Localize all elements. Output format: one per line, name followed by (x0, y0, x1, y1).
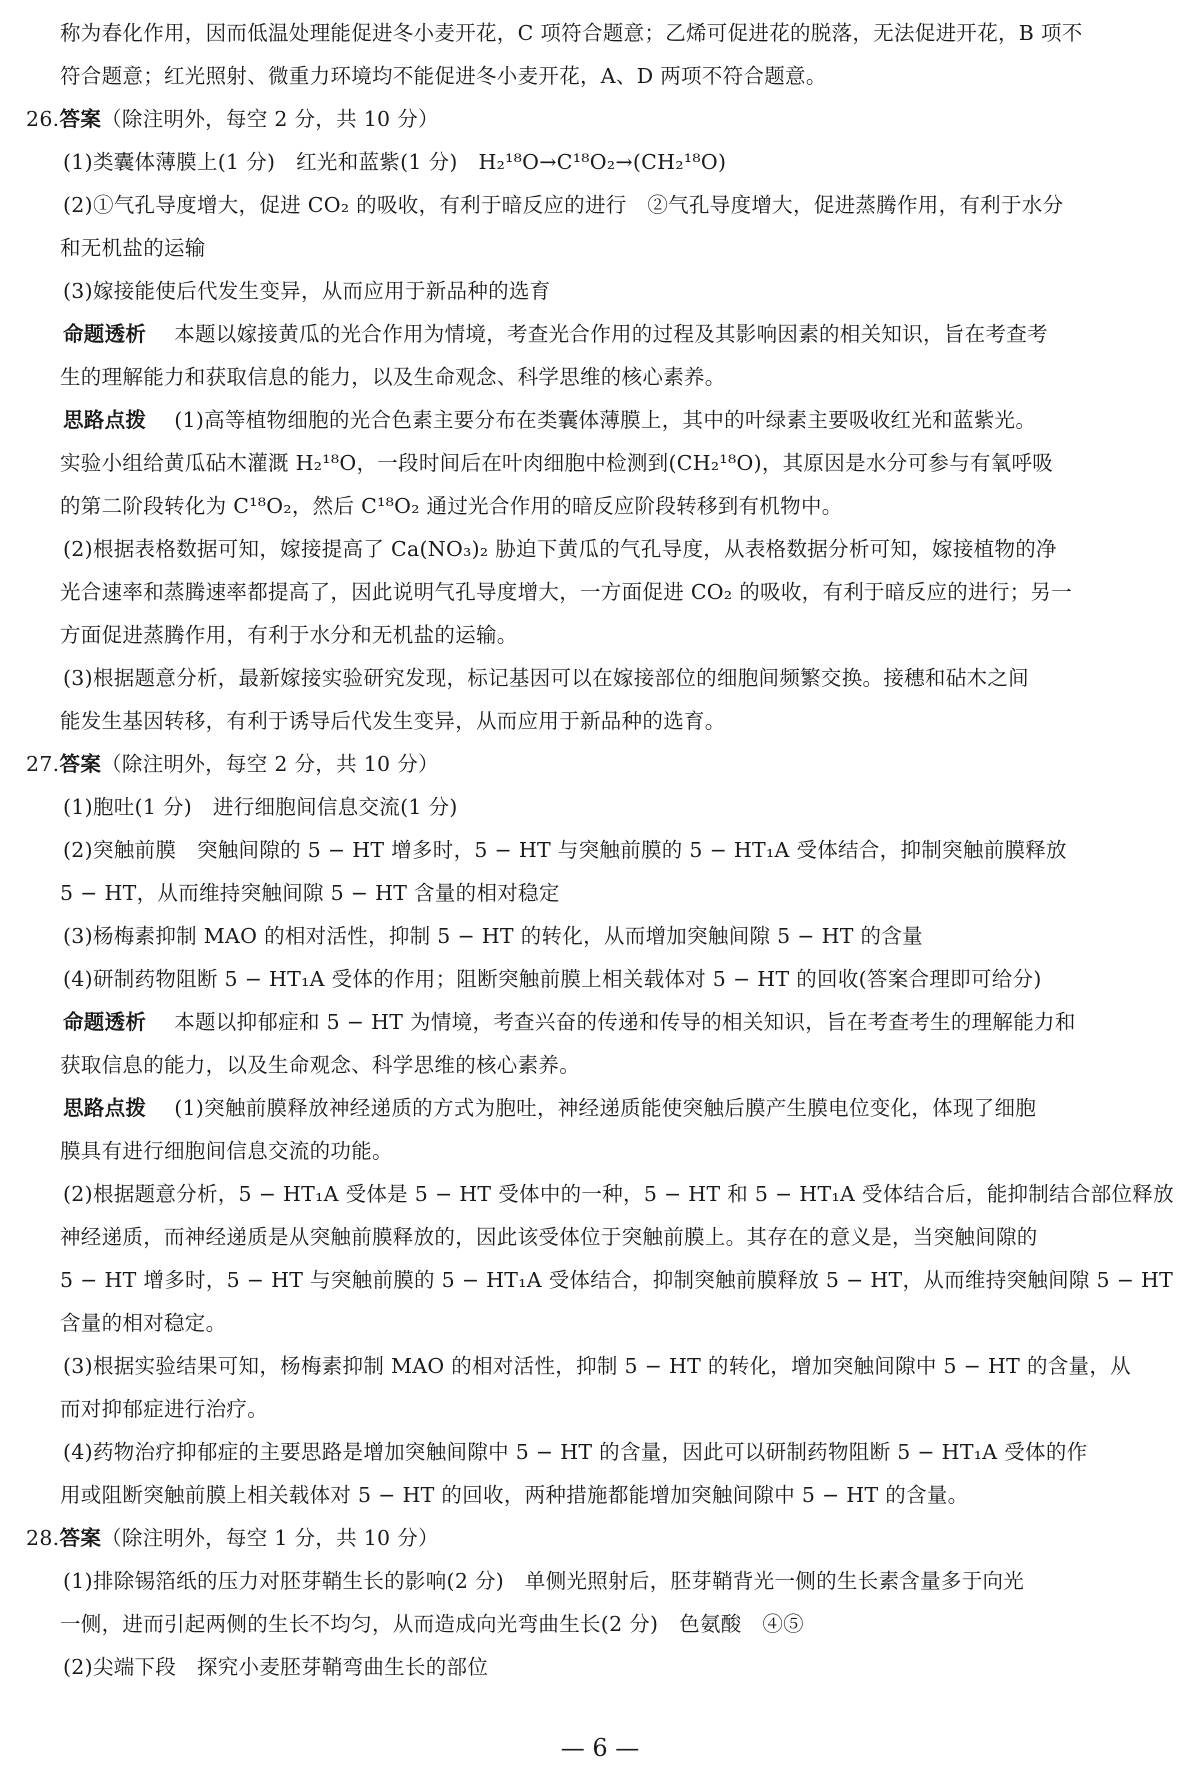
hint-line: 方面促进蒸腾作用，有利于水分和无机盐的运输。 (60, 623, 518, 647)
hint-line: 实验小组给黄瓜砧木灌溉 H₂¹⁸O，一段时间后在叶肉细胞中检测到(CH₂¹⁸O)，其原因是水分可参与有氧呼吸 (60, 451, 1054, 475)
text-line: 称为春化作用，因而低温处理能促进冬小麦开花，C 项符合题意；乙烯可促进花的脱落，无法促进开花，B 项不 (60, 21, 1083, 45)
hint-line: (3)根据题意分析，最新嫁接实验研究发现，标记基因可以在嫁接部位的细胞间频繁交换。接穗和砧木之间 (63, 666, 1029, 690)
hint-line: 5 − HT 增多时，5 − HT 与突触前膜的 5 − HT₁A 受体结合，抑制突触前膜释放 5 − HT，从而维持突触间隙 5 − HT (60, 1268, 1174, 1292)
hint-line: 膜具有进行细胞间信息交流的功能。 (60, 1139, 393, 1163)
page-number: — 6 — (560, 1734, 640, 1762)
hint-line: (2)根据题意分析，5 − HT₁A 受体是 5 − HT 受体中的一种，5 − HT 和 5 − HT₁A 受体结合后，能抑制结合部位释放 (63, 1182, 1174, 1206)
score-note: （除注明外，每空 2 分，共 10 分） (101, 107, 439, 131)
document-body (26, 12, 1180, 1689)
question-number: 27. (26, 752, 60, 776)
hint-text: (1)高等植物细胞的光合色素主要分布在类囊体薄膜上，其中的叶绿素主要吸收红光和蓝紫光。 (174, 408, 1037, 432)
analysis-line (60, 1001, 1180, 1044)
answer-line: 一侧，进而引起两侧的生长不均匀，从而造成向光弯曲生长(2 分) 色氨酸 ④⑤ (60, 1612, 804, 1636)
question-28-header (26, 1517, 1180, 1560)
answer-label: 答案 (59, 752, 102, 776)
answer-line: (3)嫁接能使后代发生变异，从而应用于新品种的选育 (63, 279, 551, 303)
hint-line: 的第二阶段转化为 C¹⁸O₂，然后 C¹⁸O₂ 通过光合作用的暗反应阶段转移到有机物中。 (60, 494, 843, 518)
answer-line: (2)尖端下段 探究小麦胚芽鞘弯曲生长的部位 (63, 1655, 489, 1679)
section-label: 思路点拨 (63, 408, 147, 432)
analysis-text: 本题以抑郁症和 5 − HT 为情境，考查兴奋的传递和传导的相关知识，旨在考查考生的理解能力和 (174, 1010, 1076, 1034)
hint-line (60, 1087, 1180, 1130)
answer-line: (2)①气孔导度增大，促进 CO₂ 的吸收，有利于暗反应的进行 ②气孔导度增大，促进蒸腾作用，有利于水分 (63, 193, 1064, 217)
section-label: 思路点拨 (63, 1096, 147, 1120)
hint-line: 而对抑郁症进行治疗。 (60, 1397, 268, 1421)
hint-line: (2)根据表格数据可知，嫁接提高了 Ca(NO₃)₂ 胁迫下黄瓜的气孔导度，从表格数据分析可知，嫁接植物的净 (63, 537, 1057, 561)
analysis-line: 获取信息的能力，以及生命观念、科学思维的核心素养。 (60, 1053, 580, 1077)
text-line: 符合题意；红光照射、微重力环境均不能促进冬小麦开花，A、D 两项不符合题意。 (60, 64, 827, 88)
hint-line: (4)药物治疗抑郁症的主要思路是增加突触间隙中 5 − HT 的含量，因此可以研制药物阻断 5 − HT₁A 受体的作 (63, 1440, 1088, 1464)
hint-line: 神经递质，而神经递质是从突触前膜释放的，因此该受体位于突触前膜上。其存在的意义是，当突触间隙的 (60, 1225, 1038, 1249)
hint-line (60, 399, 1180, 442)
answer-line: (1)排除锡箔纸的压力对胚芽鞘生长的影响(2 分) 单侧光照射后，胚芽鞘背光一侧的生长素含量多于向光 (63, 1569, 1025, 1593)
answer-line: (3)杨梅素抑制 MAO 的相对活性，抑制 5 − HT 的转化，从而增加突触间隙 5 − HT 的含量 (63, 924, 923, 948)
score-note: （除注明外，每空 1 分，共 10 分） (101, 1526, 439, 1550)
section-label: 命题透析 (63, 1010, 147, 1034)
section-label: 命题透析 (63, 322, 147, 346)
question-number: 26. (26, 107, 60, 131)
question-26-header (26, 98, 1180, 141)
hint-line: 能发生基因转移，有利于诱导后代发生变异，从而应用于新品种的选育。 (60, 709, 726, 733)
hint-line: 含量的相对稳定。 (60, 1311, 227, 1335)
answer-line: (2)突触前膜 突触间隙的 5 − HT 增多时，5 − HT 与突触前膜的 5 − HT₁A 受体结合，抑制突触前膜释放 (63, 838, 1067, 862)
answer-label: 答案 (59, 107, 102, 131)
analysis-line (60, 313, 1180, 356)
question-27-header (26, 743, 1180, 786)
answer-line: (4)研制药物阻断 5 − HT₁A 受体的作用；阻断突触前膜上相关载体对 5 − HT 的回收(答案合理即可给分) (63, 967, 1042, 991)
question-number: 28. (26, 1526, 60, 1550)
hint-line: 用或阻断突触前膜上相关载体对 5 − HT 的回收，两种措施都能增加突触间隙中 5 − HT 的含量。 (60, 1483, 969, 1507)
hint-line: (3)根据实验结果可知，杨梅素抑制 MAO 的相对活性，抑制 5 − HT 的转化，增加突触间隙中 5 − HT 的含量，从 (63, 1354, 1131, 1378)
answer-line: 5 − HT，从而维持突触间隙 5 − HT 含量的相对稳定 (60, 881, 560, 905)
score-note: （除注明外，每空 2 分，共 10 分） (101, 752, 439, 776)
hint-text: (1)突触前膜释放神经递质的方式为胞吐，神经递质能使突触后膜产生膜电位变化，体现了细胞 (174, 1096, 1037, 1120)
answer-line: (1)类囊体薄膜上(1 分) 红光和蓝紫(1 分) H₂¹⁸O→C¹⁸O₂→(CH₂¹⁸O) (63, 150, 727, 174)
answer-label: 答案 (59, 1526, 102, 1550)
analysis-text: 本题以嫁接黄瓜的光合作用为情境，考查光合作用的过程及其影响因素的相关知识，旨在考查考 (174, 322, 1048, 346)
analysis-line: 生的理解能力和获取信息的能力，以及生命观念、科学思维的核心素养。 (60, 365, 726, 389)
answer-line: (1)胞吐(1 分) 进行细胞间信息交流(1 分) (63, 795, 458, 819)
hint-line: 光合速率和蒸腾速率都提高了，因此说明气孔导度增大，一方面促进 CO₂ 的吸收，有利于暗反应的进行；另一 (60, 580, 1073, 604)
answer-line: 和无机盐的运输 (60, 236, 206, 260)
